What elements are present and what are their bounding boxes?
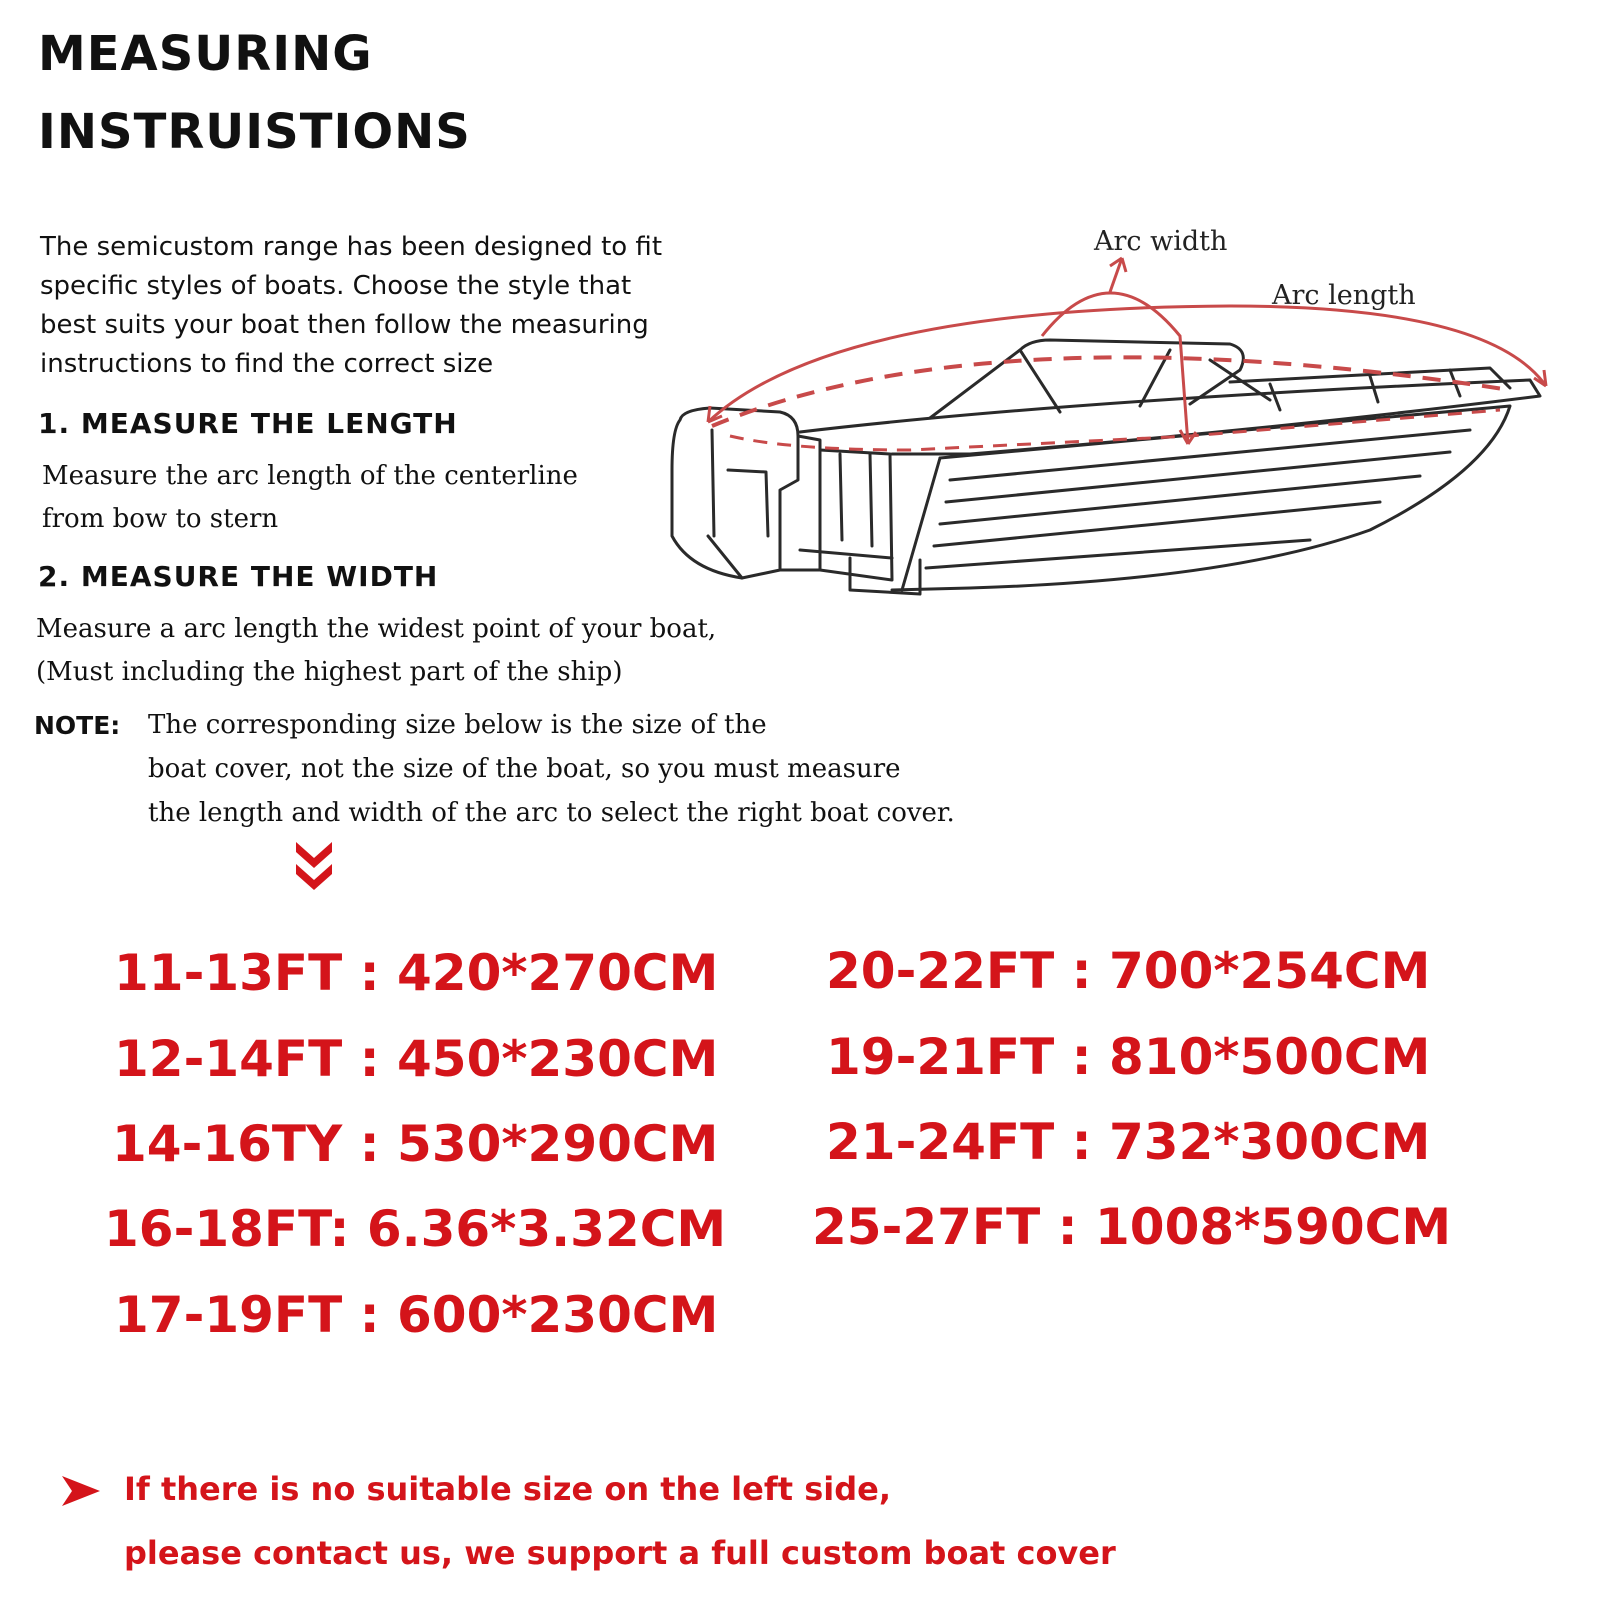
step2-text-line: (Must including the highest part of the ship)	[36, 657, 623, 687]
contact-line-1: If there is no suitable size on the left side,	[124, 1470, 891, 1508]
page-title-line-1: MEASURING	[38, 26, 373, 82]
intro-line: specific styles of boats. Choose the style that	[40, 271, 632, 301]
note-text-line: boat cover, not the size of the boat, so you must measure	[148, 754, 901, 784]
step2-heading: 2. MEASURE THE WIDTH	[38, 560, 439, 593]
intro-line: instructions to find the correct size	[40, 349, 494, 379]
arc-length-label: Arc length	[1272, 280, 1416, 311]
size-option: 19-21FT : 810*500CM	[826, 1028, 1431, 1086]
step2-text-line: Measure a arc length the widest point of your boat,	[36, 614, 717, 644]
size-option: 16-18FT: 6.36*3.32CM	[104, 1200, 727, 1258]
step1-heading: 1. MEASURE THE LENGTH	[38, 407, 458, 440]
step1-text-line: from bow to stern	[42, 504, 279, 534]
size-option: 17-19FT : 600*230CM	[114, 1286, 719, 1344]
page-title-line-2: INSTRUISTIONS	[38, 104, 471, 160]
arc-width-label: Arc width	[1094, 226, 1228, 257]
arrow-right-icon	[60, 1474, 102, 1508]
size-option: 21-24FT : 732*300CM	[826, 1113, 1431, 1171]
size-option: 14-16TY : 530*290CM	[112, 1115, 719, 1173]
size-option: 11-13FT : 420*270CM	[114, 944, 719, 1002]
contact-line-2: please contact us, we support a full custom boat cover	[124, 1534, 1116, 1572]
size-option: 20-22FT : 700*254CM	[826, 942, 1431, 1000]
note-text-line: The corresponding size below is the size of the	[148, 710, 767, 740]
step1-text-line: Measure the arc length of the centerline	[42, 461, 578, 491]
intro-paragraph	[40, 228, 760, 384]
note-label: NOTE:	[34, 711, 121, 740]
size-option: 12-14FT : 450*230CM	[114, 1030, 719, 1088]
intro-line: best suits your boat then follow the measuring	[40, 310, 649, 340]
boat-diagram	[670, 240, 1610, 630]
double-chevron-down-icon	[292, 838, 336, 896]
intro-line: The semicustom range has been designed to fit	[40, 232, 663, 262]
note-text-line: the length and width of the arc to select the right boat cover.	[148, 798, 955, 828]
size-option: 25-27FT : 1008*590CM	[812, 1198, 1452, 1256]
